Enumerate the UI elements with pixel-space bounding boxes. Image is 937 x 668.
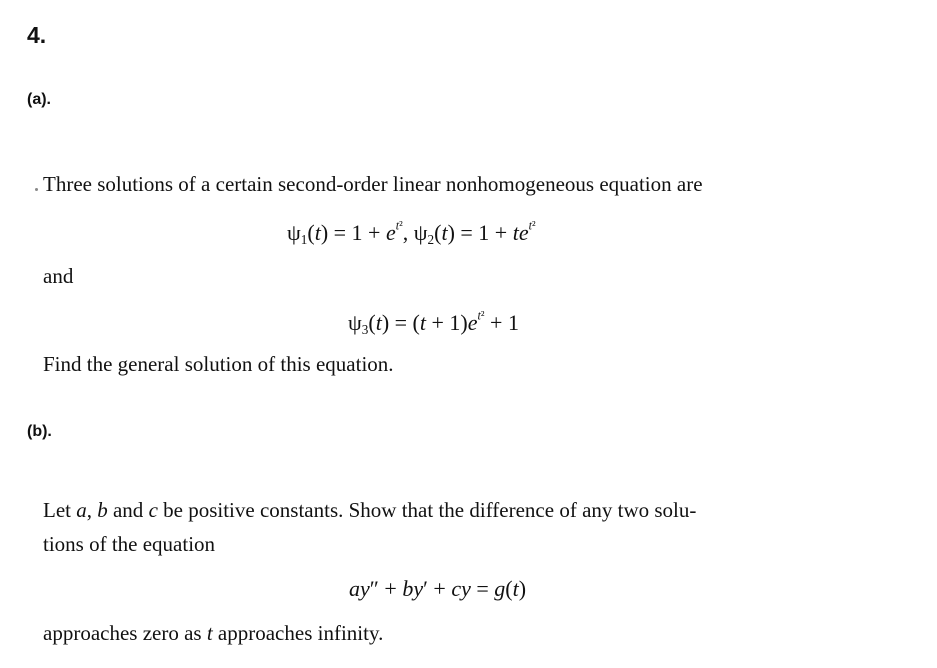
part-a-question: Find the general solution of this equation. bbox=[43, 352, 394, 376]
differential-equation: ay″ + by′ + cy = g(t) bbox=[349, 576, 527, 601]
part-a-label: (a). bbox=[27, 91, 51, 108]
scan-dot bbox=[35, 188, 38, 191]
part-b-line-2: tions of the equation bbox=[43, 532, 216, 556]
part-b-line-1: Let a, b and c be positive constants. Show that the difference of any two solu- bbox=[43, 498, 697, 522]
problem-number: 4. bbox=[27, 22, 47, 48]
part-a-intro: Three solutions of a certain second-order linear nonhomogeneous equation are bbox=[43, 172, 703, 196]
connector-and: and bbox=[43, 264, 74, 288]
equation-psi3: $\psi_3(t) = (t + 1)e^{t^2} + 1$ bbox=[348, 308, 519, 337]
part-b-line-3: approaches zero as t approaches infinity. bbox=[43, 621, 384, 645]
part-b-label: (b). bbox=[27, 423, 52, 440]
equation-psi1-psi2: $\psi_1(t) = 1 + e^{t^2}$, $\psi_2(t) = 1 + te^{t^2}$ bbox=[287, 218, 536, 247]
